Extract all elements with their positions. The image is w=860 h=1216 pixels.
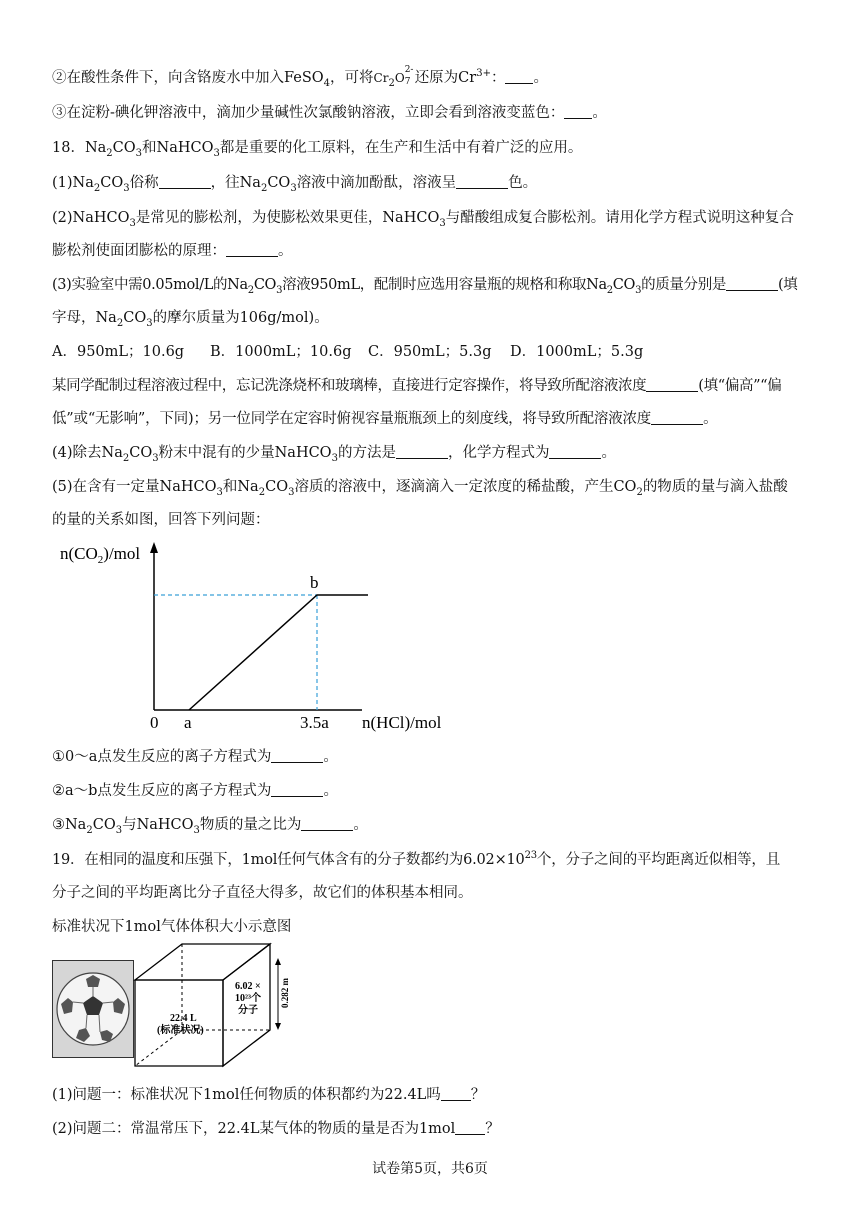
answer-blank[interactable] — [396, 443, 448, 459]
q18-options — [52, 342, 643, 362]
q18-part3: (3)实验室中需0.05mol/L的$Na_2CO_3$溶液950mL，配制时应选用容量瓶的规格和称取$Na_2CO_3$的质量分别是 (填 — [52, 277, 798, 296]
point-b-label: b — [310, 573, 319, 592]
y-axis-arrow — [150, 542, 158, 553]
q19-line1: 19．在相同的温度和压强下，1mol任何气体含有的分子数都约为$6.02\times 10^{23}$个，分子之间的平均距离近似相等，且 — [52, 850, 781, 868]
soccer-ball-image — [52, 960, 134, 1058]
cube-edge-length: 0.282 m — [280, 978, 290, 1008]
q18-intro: 18．$Na_2CO_3$和NaHCO$_3$都是重要的化工原料，在生产和生活中有着广泛的应用。 — [52, 140, 583, 159]
q18-part3-error2: 低”或“无影响”，下同)；另一位同学在定容时俯视容量瓶瓶颈上的刻度线，将导致所配溶液浓度 。 — [52, 411, 718, 427]
page-footer: 试卷第5页，共6页 — [372, 1161, 488, 1177]
option-a[interactable]: A．950mL；10.6g — [52, 344, 185, 360]
answer-blank[interactable] — [301, 815, 353, 831]
data-line — [189, 595, 368, 710]
answer-blank[interactable] — [505, 68, 533, 84]
answer-blank[interactable] — [455, 1119, 485, 1135]
q19-question1: (1)问题一：标准状况下1mol任何物质的体积都约为22.4L吗 ？ — [52, 1087, 486, 1103]
q18-part2: (2)NaHCO$_3$是常见的膨松剂，为使膨松效果更佳，NaHCO$_3$与醋酸组成复合膨松剂。请用化学方程式说明这种复合 — [52, 210, 794, 229]
y-axis-label: $n(CO_2)$/mol — [60, 544, 141, 566]
q18-sub-iii: $③Na_2CO_3$与NaHCO$_3$物质的量之比为 。 — [52, 817, 368, 836]
answer-blank[interactable] — [441, 1085, 471, 1101]
q19-figure-caption: 标准状况下1mol气体体积大小示意图 — [52, 919, 292, 935]
option-c[interactable]: C．950mL；5.3g — [368, 344, 492, 360]
q18-part3-cont: 字母，$Na_2CO_3$的摩尔质量为106g/mol)。 — [52, 310, 329, 329]
tick-35a-label: 3.5a — [300, 713, 329, 732]
q18-part4: (4)除去$Na_2CO_3$粉末中混有的少量NaHCO$_3$的方法是 ，化学方程式为 。 — [52, 445, 616, 464]
cube-molecule-count-2: 10²³个 — [235, 993, 261, 1004]
q18-part5-cont: 的量的关系如图，回答下列问题： — [52, 512, 270, 528]
option-b[interactable]: B．1000mL；10.6g — [210, 344, 352, 360]
answer-blank[interactable] — [646, 376, 698, 392]
answer-blank[interactable] — [159, 173, 211, 189]
answer-blank[interactable] — [651, 409, 703, 425]
cube-condition-label: (标准状况) — [157, 1025, 204, 1036]
cube-volume-label: 22.4 L — [170, 1013, 197, 1024]
origin-label: 0 — [150, 713, 159, 732]
answer-blank[interactable] — [549, 443, 601, 459]
x-axis-label: n(HCl)/mol — [362, 713, 442, 732]
answer-blank[interactable] — [726, 275, 778, 291]
q18-sub-i: ①0～a点发生反应的离子方程式为 。 — [52, 749, 338, 765]
option-d[interactable]: D．1000mL；5.3g — [510, 344, 644, 360]
q17-item2: ②在酸性条件下，向含铬废水中加入FeSO$_4$，可将$Cr_2O$ 2- 7 还原为$Cr^{3+}$： 。 — [52, 65, 548, 89]
answer-blank[interactable] — [564, 103, 592, 119]
answer-blank[interactable] — [226, 241, 278, 257]
gas-volume-cube — [132, 940, 294, 1070]
q18-part2-cont: 膨松剂使面团膨松的原理： 。 — [52, 243, 293, 259]
q19-question2: (2)问题二：常温常压下，22.4L某气体的物质的量是否为1mol ？ — [52, 1121, 500, 1137]
q18-part5: (5)在含有一定量NaHCO$_3$和$Na_2CO_3$溶质的溶液中，逐滴滴入一定浓度的稀盐酸，产生$CO_2$的物质的量与滴入盐酸 — [52, 479, 788, 498]
q18-part3-error1: 某同学配制过程溶液过程中，忘记洗涤烧杯和玻璃棒，直接进行定容操作，将导致所配溶液浓度 (填“偏高”“偏 — [52, 378, 782, 394]
answer-blank[interactable] — [271, 747, 323, 763]
q17-item3: ③在淀粉-碘化钾溶液中，滴加少量碱性次氯酸钠溶液，立即会看到溶液变蓝色： 。 — [52, 105, 607, 121]
cube-molecule-count-3: 分子 — [238, 1005, 258, 1016]
co2-hcl-graph — [40, 538, 480, 738]
q19-line2: 分子之间的平均距离比分子直径大得多，故它们的体积基本相同。 — [52, 885, 473, 901]
answer-blank[interactable] — [271, 781, 323, 797]
answer-blank[interactable] — [456, 173, 508, 189]
q18-sub-ii: ②a～b点发生反应的离子方程式为 。 — [52, 783, 338, 799]
cube-molecule-count-1: 6.02 × — [235, 981, 261, 992]
tick-a-label: a — [184, 713, 192, 732]
q18-part1: $(1)Na_2CO_3$俗称 ，往$Na_2CO_3$溶液中滴加酚酞，溶液呈 色。 — [52, 175, 538, 194]
